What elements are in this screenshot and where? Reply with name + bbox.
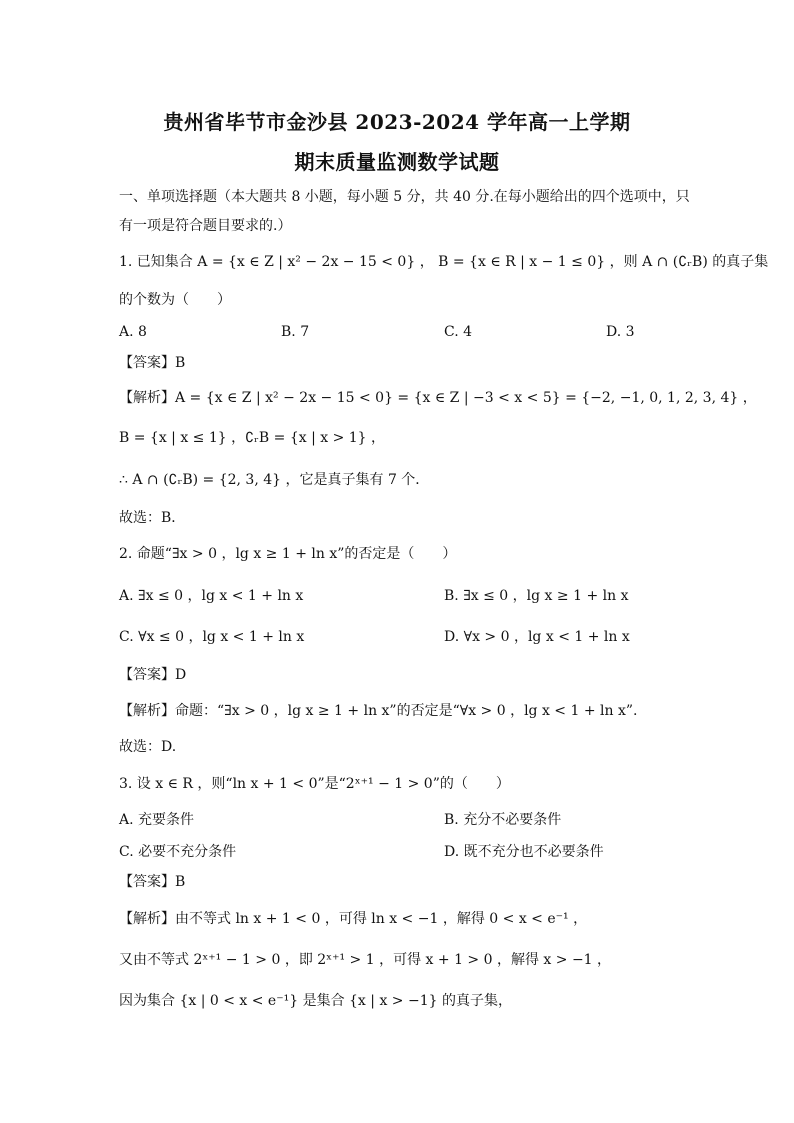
q2-answer: 【答案】D bbox=[119, 667, 187, 683]
q1-option-c: C. 4 bbox=[444, 324, 473, 340]
q1-option-b: B. 7 bbox=[281, 324, 310, 340]
title-line-1: 贵州省毕节市金沙县 2023-2024 学年高一上学期 bbox=[163, 110, 631, 134]
q2-conclusion: 故选：D. bbox=[119, 739, 177, 755]
q1-option-a: A. 8 bbox=[119, 324, 147, 340]
q3-analysis-line-2: 又由不等式 2ˣ⁺¹ − 1 > 0 ，即 2ˣ⁺¹ > 1 ，可得 x + 1 > 0 ，解得 x > −1 ， bbox=[119, 952, 612, 968]
q1-analysis-line-2: B = {x | x ≤ 1} ，∁ᵣB = {x | x > 1} ， bbox=[119, 430, 386, 446]
q1-option-d: D. 3 bbox=[606, 324, 635, 340]
q1-conclusion: 故选：B． bbox=[119, 510, 186, 526]
q1-stem: 1. 已知集合 A = {x ∈ Z | x² − 2x − 15 < 0} ， B = {x ∈ R | x − 1 ≤ 0} ，则 A ∩ (∁ᵣB) 的真子集 bbox=[119, 254, 769, 270]
q3-option-d: D. 既不充分也不必要条件 bbox=[444, 844, 604, 860]
q3-option-b: B. 充分不必要条件 bbox=[444, 812, 562, 828]
q3-stem: 3. 设 x ∈ R ，则“ln x + 1 < 0”是“2ˣ⁺¹ − 1 > 0”的（ ） bbox=[119, 776, 510, 792]
title-line-2: 期末质量监测数学试题 bbox=[294, 150, 500, 174]
q3-option-c: C. 必要不充分条件 bbox=[119, 844, 237, 860]
q3-answer: 【答案】B bbox=[119, 874, 186, 890]
q2-analysis: 【解析】命题：“∃x > 0 ，lg x ≥ 1 + ln x”的否定是“∀x > 0 ，lg x < 1 + ln x”. bbox=[119, 703, 638, 719]
q2-stem: 2. 命题“∃x > 0 ，lg x ≥ 1 + ln x”的否定是（ ） bbox=[119, 546, 457, 562]
section-heading: 一、单项选择题（本大题共 8 小题，每小题 5 分，共 40 分.在每小题给出的四个选项中，只 bbox=[119, 189, 690, 205]
q1-answer: 【答案】B bbox=[119, 355, 186, 371]
q3-option-a: A. 充要条件 bbox=[119, 812, 195, 828]
q2-option-b: B. ∃x ≤ 0 ，lg x ≥ 1 + ln x bbox=[444, 588, 629, 604]
section-heading-cont: 有一项是符合题目要求的.） bbox=[119, 218, 292, 234]
q2-option-d: D. ∀x > 0 ，lg x < 1 + ln x bbox=[444, 629, 630, 645]
q1-stem-cont: 的个数为（ ） bbox=[119, 292, 231, 308]
q3-analysis-line-3: 因为集合 {x | 0 < x < e⁻¹} 是集合 {x | x > −1} 的真子集， bbox=[119, 993, 512, 1009]
q3-analysis: 【解析】由不等式 ln x + 1 < 0 ，可得 ln x < −1 ，解得 0 < x < e⁻¹ ， bbox=[119, 911, 588, 927]
q1-analysis-line-3: ∴ A ∩ (∁ᵣB) = {2, 3, 4} ，它是真子集有 7 个． bbox=[119, 472, 430, 488]
q1-analysis: 【解析】A = {x ∈ Z | x² − 2x − 15 < 0} = {x ∈ Z | −3 < x < 5} = {−2, −1, 0, 1, 2, 3, 4} ， bbox=[119, 390, 757, 406]
q2-option-a: A. ∃x ≤ 0 ，lg x < 1 + ln x bbox=[119, 588, 304, 604]
q2-option-c: C. ∀x ≤ 0 ，lg x < 1 + ln x bbox=[119, 629, 305, 645]
